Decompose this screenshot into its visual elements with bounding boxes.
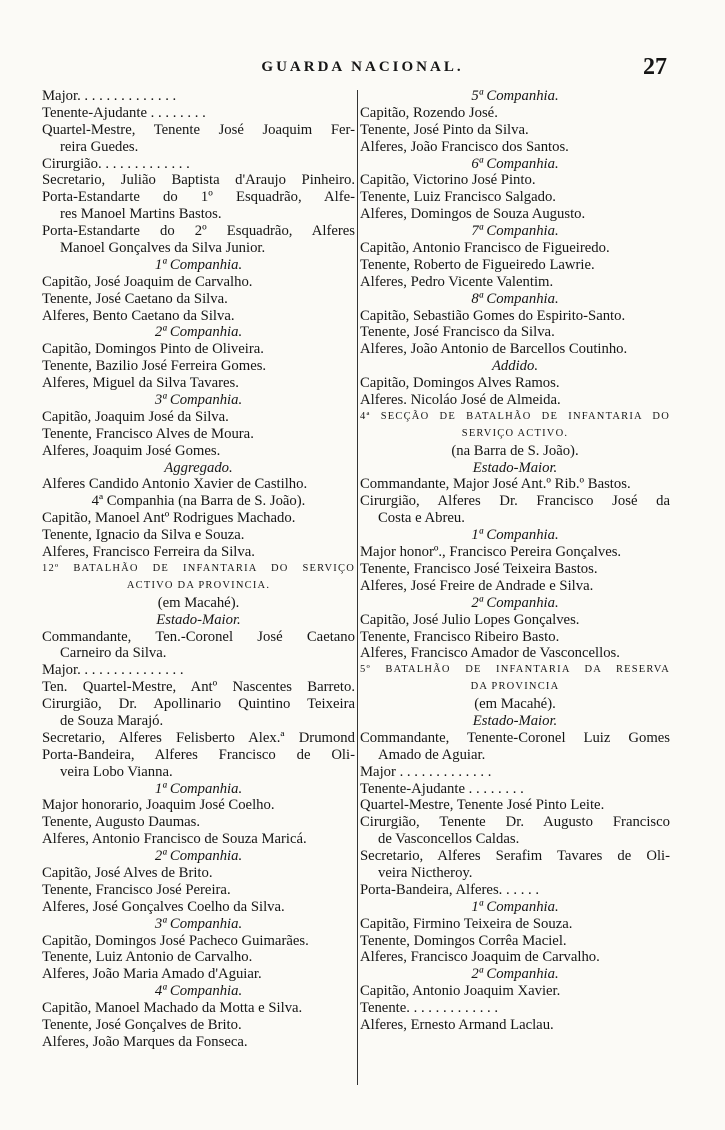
text-line: Alferes, Domingos de Souza Augusto. — [360, 206, 586, 223]
text-line: Cirurgião, Tenente Dr. Augusto Francisco — [360, 814, 670, 831]
text-line: Costa e Abreu. — [378, 510, 465, 527]
text-line: Tenente, José Pinto da Silva. — [360, 121, 529, 138]
text-line: Porta-Estandarte do 2º Esquadrão, Alferes — [42, 223, 355, 240]
text-line: Major honorario, Joaquim José Coelho. — [42, 797, 275, 814]
text-line: (em Macahé). — [157, 594, 240, 611]
text-line: 8ª Companhia. — [471, 290, 559, 307]
text-line: Cirurgião, Dr. Apollinario Quintino Teixeira — [42, 696, 355, 713]
text-line: Capitão, José Julio Lopes Gonçalves. — [360, 611, 580, 628]
text-line: Quartel-Mestre, Tenente José Joaquim Fer- — [42, 121, 355, 138]
text-line: Alferes, José Gonçalves Coelho da Silva. — [42, 898, 285, 915]
text-line: Alferes, João Francisco dos Santos. — [360, 138, 569, 155]
text-line: Alferes, Ernesto Armand Laclau. — [360, 1016, 554, 1033]
text-line: Tenente, Ignacio da Silva e Souza. — [42, 527, 245, 544]
text-line: Ten. Quartel-Mestre, Antº Nascentes Barreto. — [42, 679, 355, 696]
text-line: Tenente-Ajudante . . . . . . . . — [360, 780, 524, 797]
text-line: Alferes, Antonio Francisco de Souza Maricá. — [42, 831, 307, 848]
text-line: Major. . . . . . . . . . . . . . . — [42, 662, 184, 679]
text-line: Tenente, Francisco José Pereira. — [42, 881, 231, 898]
text-line: (em Macahé). — [474, 696, 556, 713]
text-line: 5º BATALHÃO DE INFANTARIA DA RESERVA — [360, 664, 670, 676]
text-line: Amado de Aguiar. — [378, 746, 486, 763]
text-line: Capitão, José Alves de Brito. — [42, 864, 213, 881]
text-line: Estado-Maior. — [472, 459, 558, 476]
text-line: Capitão, Domingos Alves Ramos. — [360, 375, 560, 392]
text-line: Capitão, Antonio Francisco de Figueiredo. — [360, 240, 610, 257]
text-line: DA PROVINCIA — [470, 681, 560, 693]
text-line: Secretario, Alferes Serafim Tavares de Oli- — [360, 848, 670, 865]
text-line: veira Lobo Vianna. — [60, 763, 173, 780]
text-line: Tenente, Francisco Ribeiro Basto. — [360, 628, 560, 645]
text-line: 3ª Companhia. — [154, 915, 243, 932]
right-column — [360, 88, 670, 1088]
text-line: 3ª Companhia. — [154, 392, 243, 409]
text-line: Aggregado. — [164, 459, 233, 476]
page-header — [0, 56, 725, 84]
text-line: Commandante, Tenente-Coronel Luiz Gomes — [360, 729, 670, 746]
text-line: 1ª Companhia. — [471, 527, 559, 544]
text-line: de Vasconcellos Caldas. — [378, 831, 520, 848]
text-line: Manoel Gonçalves da Silva Junior. — [60, 240, 266, 257]
text-line: Major . . . . . . . . . . . . . — [360, 763, 492, 780]
text-line: Capitão, Antonio Joaquim Xavier. — [360, 983, 561, 1000]
text-line: Alferes, Bento Caetano da Silva. — [42, 307, 235, 324]
text-line: res Manoel Martins Bastos. — [60, 206, 222, 223]
text-line: Secretario, Alferes Felisberto Alex.ª Drumond — [42, 729, 355, 746]
text-line: Secretario, Julião Baptista d'Araujo Pinheiro. — [42, 172, 355, 189]
text-line: Tenente, Luiz Francisco Salgado. — [360, 189, 556, 206]
text-line: Alferes, João Marques da Fonseca. — [42, 1033, 248, 1050]
left-column — [42, 88, 355, 1088]
text-line: 1ª Companhia. — [154, 780, 243, 797]
text-line: Capitão, Sebastião Gomes do Espirito-Santo. — [360, 307, 626, 324]
text-line: reira Guedes. — [60, 138, 139, 155]
text-line: 2ª Companhia. — [154, 848, 243, 865]
text-line: 7ª Companhia. — [471, 223, 559, 240]
text-line: Cirurgião. . . . . . . . . . . . . — [42, 155, 190, 172]
text-line: Tenente, Francisco Alves de Moura. — [42, 425, 254, 442]
text-line: 5ª Companhia. — [471, 88, 559, 104]
text-line: Porta-Bandeira, Alferes. . . . . . — [360, 881, 540, 898]
text-line: Alferes. Nicoláo José de Almeida. — [360, 392, 561, 409]
text-line: SERVIÇO ACTIVO. — [461, 427, 569, 439]
text-line: 2ª Companhia. — [154, 324, 243, 341]
text-line: 12º BATALHÃO DE INFANTARIA DO SERVIÇO — [42, 562, 355, 574]
text-line: Tenente. . . . . . . . . . . . . — [360, 1000, 499, 1017]
text-line: 4ª Companhia. — [154, 983, 243, 1000]
text-line: Addido. — [491, 358, 539, 375]
text-line: Tenente-Ajudante . . . . . . . . — [42, 104, 206, 121]
text-line: Major. . . . . . . . . . . . . . — [42, 88, 177, 104]
text-line: Tenente, Bazilio José Ferreira Gomes. — [42, 358, 267, 375]
text-line: 4ª Companhia (na Barra de S. João). — [91, 493, 306, 510]
text-line: de Souza Marajó. — [60, 712, 164, 729]
column-divider — [357, 90, 358, 1085]
text-line: Estado-Maior. — [472, 712, 558, 729]
text-line: Alferes, Pedro Vicente Valentim. — [360, 273, 554, 290]
text-line: Alferes, João Antonio de Barcellos Coutinho. — [360, 341, 628, 358]
text-line: Alferes, Francisco Joaquim de Carvalho. — [360, 949, 600, 966]
text-line: Capitão, Manoel Machado da Motta e Silva. — [42, 1000, 303, 1017]
text-line: 2ª Companhia. — [471, 594, 559, 611]
text-line: Tenente, Domingos Corrêa Maciel. — [360, 932, 567, 949]
text-line: Capitão, Firmino Teixeira de Souza. — [360, 915, 573, 932]
text-line: Commandante, Major José Ant.º Rib.º Bastos. — [360, 476, 631, 493]
text-line: Capitão, Manoel Antº Rodrigues Machado. — [42, 510, 296, 527]
text-line: 1ª Companhia. — [154, 256, 243, 273]
text-line: Alferes, Miguel da Silva Tavares. — [42, 375, 239, 392]
running-title: GUARDA NACIONAL. — [261, 59, 464, 75]
text-line: Tenente, José Gonçalves de Brito. — [42, 1016, 242, 1033]
text-line: (na Barra de S. João). — [451, 442, 579, 459]
text-line: 1ª Companhia. — [471, 898, 559, 915]
text-line: veira Nictheroy. — [378, 864, 473, 881]
text-line: Porta-Bandeira, Alferes Francisco de Oli- — [42, 746, 355, 763]
text-line: Capitão, Domingos José Pacheco Guimarães. — [42, 932, 309, 949]
text-line: Estado-Maior. — [156, 611, 241, 628]
text-line: Alferes, Francisco Ferreira da Silva. — [42, 544, 255, 561]
text-line: Tenente, Augusto Daumas. — [42, 814, 201, 831]
text-line: Tenente, José Caetano da Silva. — [42, 290, 228, 307]
text-line: Alferes, José Freire de Andrade e Silva. — [360, 577, 594, 594]
text-line: Commandante, Ten.-Coronel José Caetano — [42, 628, 355, 645]
text-line: Major honorº., Francisco Pereira Gonçalves. — [360, 544, 622, 561]
text-line: Capitão, Joaquim José da Silva. — [42, 408, 229, 425]
text-line: 4ª SECÇÃO DE BATALHÃO DE INFANTARIA DO — [360, 410, 670, 422]
text-line: Cirurgião, Alferes Dr. Francisco José da — [360, 493, 670, 510]
text-line: Alferes, João Maria Amado d'Aguiar. — [42, 966, 262, 983]
text-line: Capitão, Victorino José Pinto. — [360, 172, 536, 189]
page-number: 27 — [643, 54, 667, 80]
text-line: ACTIVO DA PROVINCIA. — [126, 579, 271, 591]
text-line: 6ª Companhia. — [471, 155, 559, 172]
text-line: Quartel-Mestre, Tenente José Pinto Leite. — [360, 797, 605, 814]
text-line: Tenente, Francisco José Teixeira Bastos. — [360, 560, 598, 577]
text-line: Alferes Candido Antonio Xavier de Castilho. — [42, 476, 308, 493]
text-line: Carneiro da Silva. — [60, 645, 167, 662]
text-line: Capitão, Rozendo José. — [360, 104, 498, 121]
text-line: Porta-Estandarte do 1º Esquadrão, Alfe- — [42, 189, 355, 206]
text-line: Alferes, Joaquim José Gomes. — [42, 442, 221, 459]
text-line: Capitão, Domingos Pinto de Oliveira. — [42, 341, 264, 358]
text-line: Tenente, José Francisco da Silva. — [360, 324, 555, 341]
text-line: Tenente, Luiz Antonio de Carvalho. — [42, 949, 253, 966]
text-line: 2ª Companhia. — [471, 966, 559, 983]
text-line: Capitão, José Joaquim de Carvalho. — [42, 273, 253, 290]
text-line: Tenente, Roberto de Figueiredo Lawrie. — [360, 256, 595, 273]
text-line: Alferes, Francisco Amador de Vasconcellos. — [360, 645, 620, 662]
